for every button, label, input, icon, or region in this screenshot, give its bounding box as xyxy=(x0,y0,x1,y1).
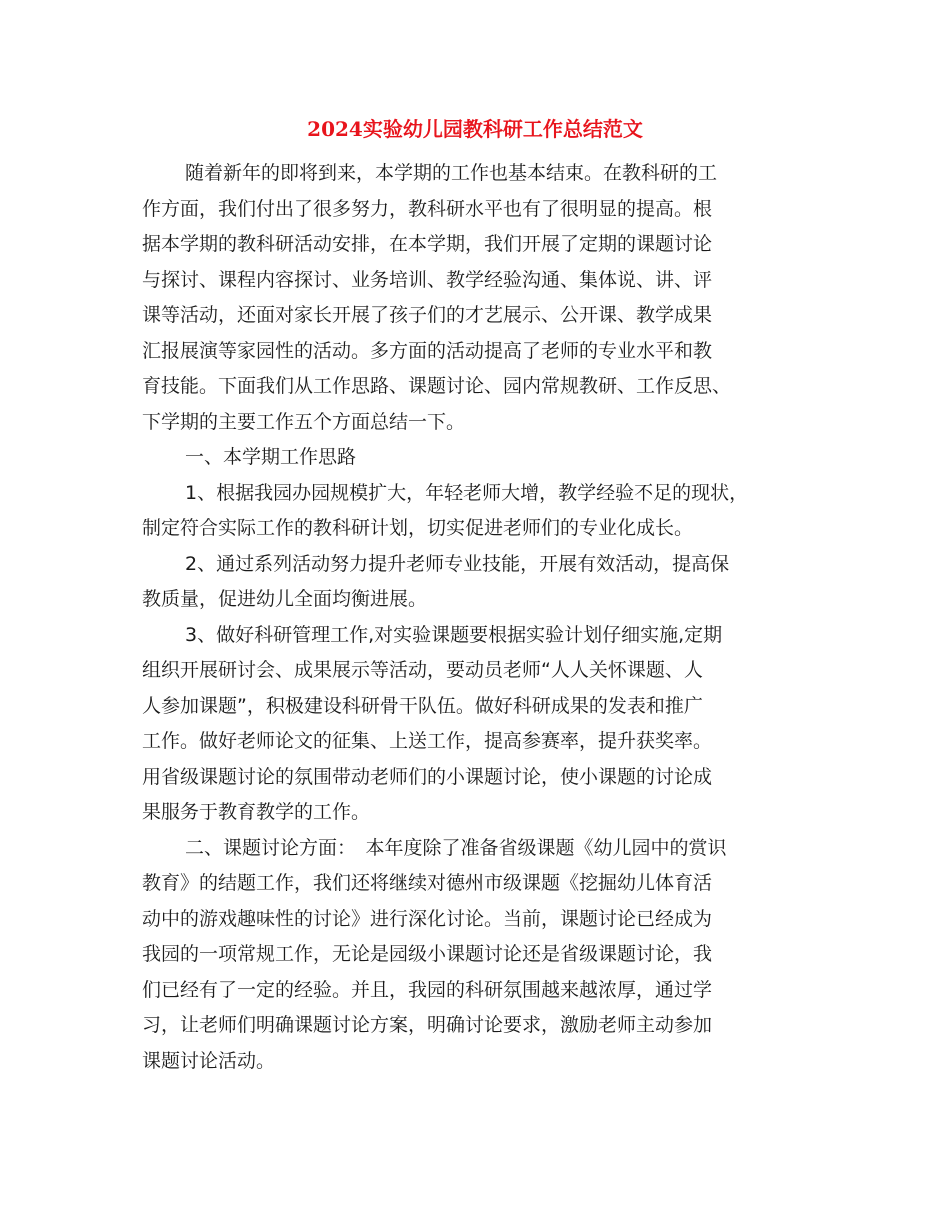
text-line: 下学期的主要工作五个方面总结一下。 xyxy=(142,411,466,433)
text-line: 一、本学期工作思路 xyxy=(185,446,357,468)
text-line: 2、通过系列活动努力提升老师专业技能，开展有效活动，提高保 xyxy=(185,553,730,575)
text-line: 1、根据我园办园规模扩大，年轻老师大增，教学经验不足的现状， xyxy=(185,482,749,504)
text-line: 果服务于教育教学的工作。 xyxy=(142,801,371,823)
document-title: 2024实验幼儿园教科研工作总结范文 xyxy=(307,117,643,141)
text-line: 汇报展演等家园性的活动。多方面的活动提高了老师的专业水平和教 xyxy=(142,340,713,362)
text-line: 育技能。下面我们从工作思路、课题讨论、园内常规教研、工作反思、 xyxy=(142,375,732,397)
text-line: 们已经有了一定的经验。并且，我园的科研氛围越来越浓厚，通过学 xyxy=(142,979,713,1001)
text-line: 课题讨论活动。 xyxy=(142,1050,276,1072)
text-line: 据本学期的教科研活动安排，在本学期，我们开展了定期的课题讨论 xyxy=(142,233,713,255)
text-line: 作方面，我们付出了很多努力，教科研水平也有了很明显的提高。根 xyxy=(142,198,713,220)
text-line: 与探讨、课程内容探讨、业务培训、教学经验沟通、集体说、讲、评 xyxy=(142,269,713,291)
text-line: 工作。做好老师论文的征集、上送工作，提高参赛率，提升获奖率。 xyxy=(142,730,713,752)
text-line: 制定符合实际工作的教科研计划，切实促进老师们的专业化成长。 xyxy=(142,517,694,539)
text-line: 教育》的结题工作，我们还将继续对德州市级课题《挖掘幼儿体育活 xyxy=(142,872,713,894)
text-line: 3、做好科研管理工作,对实验课题要根据实验计划仔细实施,定期 xyxy=(185,624,723,646)
text-line: 随着新年的即将到来，本学期的工作也基本结束。在教科研的工 xyxy=(185,162,718,184)
text-line: 课等活动，还面对家长开展了孩子们的才艺展示、公开课、教学成果 xyxy=(142,304,713,326)
text-line: 二、课题讨论方面： 本年度除了准备省级课题《幼儿园中的赏识 xyxy=(185,837,727,859)
text-line: 我园的一项常规工作，无论是园级小课题讨论还是省级课题讨论，我 xyxy=(142,943,713,965)
text-line: 组织开展研讨会、成果展示等活动，要动员老师“人人关怀课题、人 xyxy=(142,659,703,681)
text-line: 教质量，促进幼儿全面均衡进展。 xyxy=(142,588,428,610)
text-line: 人参加课题”，积极建设科研骨干队伍。做好科研成果的发表和推广 xyxy=(142,695,703,717)
text-line: 动中的游戏趣味性的讨论》进行深化讨论。当前，课题讨论已经成为 xyxy=(142,908,713,930)
text-line: 习，让老师们明确课题讨论方案，明确讨论要求，激励老师主动参加 xyxy=(142,1014,713,1036)
text-line: 用省级课题讨论的氛围带动老师们的小课题讨论，使小课题的讨论成 xyxy=(142,766,713,788)
